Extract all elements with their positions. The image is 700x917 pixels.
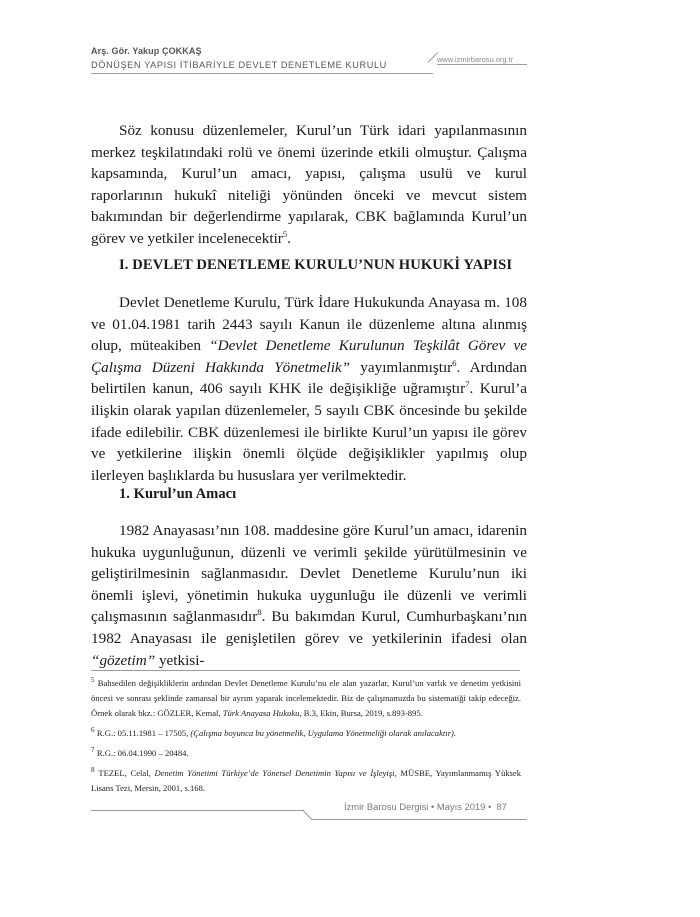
footnote-8 xyxy=(91,766,521,796)
footnote-6 xyxy=(91,726,521,741)
p3-text-a: 1982 Anayasası’nın 108. maddesine göre Kurul’un amacı, idarenin hukuka uygunluğunun, düzenli ve verimli şekilde yürütülmesinin ve geliştirilmesinin sağlanmasıdır. Devlet Denetleme Kurulu’nun iki önemli işlevi, yönetimin hukuka uygunluğu ile düzenli ve verimli çalışmasının sağlanmasıdır xyxy=(91,522,527,626)
footnote-ref-5: 5 xyxy=(282,228,288,239)
footnote-7-number: 7 xyxy=(91,745,95,754)
footer-journal: İzmir Barosu Dergisi • Mayıs 2019 • xyxy=(344,801,492,812)
footnote-7 xyxy=(91,746,521,761)
p2-text-b: yayımlanmıştır xyxy=(350,358,453,376)
p3-quote: “gözetim” xyxy=(91,651,156,669)
footnote-5-number: 5 xyxy=(91,675,95,684)
p3-text-b: . Bu bakımdan Kurul, Cumhurbaşkanı’nın 1982 Anayasası ile genişletilen görev ve yetkilerinin ifadesi olan xyxy=(91,608,528,647)
p3-text-c: yetkisi- xyxy=(155,651,205,669)
footer-text xyxy=(344,801,507,812)
footnote-6-note: (Çalışma boyunca bu yönetmelik, Uygulama Yönetmeliği olarak anılacaktır). xyxy=(190,728,457,738)
paragraph-intro-text: Söz konusu düzenlemeler, Kurul’un Türk idari yapılanmasının merkez teşkilatındaki rolü ve önemi üzerinde etkili olmuştur. Çalışma kapsamında, Kurul’un amacı, yapısı, çalışma usulü ve kurul raporlarının hukukî niteliği yönünden önceki ve mevcut sistem bakımından bir değerlendirme yapılarak, CBK bağlamında Kurul’un görev ve yetkiler incelenecektir xyxy=(91,122,527,247)
subsection-heading: 1. Kurul’un Amacı xyxy=(119,486,237,502)
footer-rule-right xyxy=(312,819,527,820)
footer-rule-slant xyxy=(303,810,313,820)
footnote-6-text: R.G.: 05.11.1981 – 17505, xyxy=(96,728,191,738)
footnote-5 xyxy=(91,676,521,721)
p2-text-a: Devlet Denetleme Kurulu, Türk İdare Hukukunda Anayasa m. 108 ve 01.04.1981 tarih 2443 sayılı Kanun ile düzenleme altına alınmış olup, müteakiben xyxy=(91,294,527,355)
p2-text-d: . Kurul’a ilişkin olarak yapılan düzenlemeler, 5 sayılı CBK öncesinde bu şekilde ifade edilebilir. CBK düzenlemesi ile birlikte Kurul’un yapısı ile görev ve yetkilerine ilişkin önemli ölçüde değişiklikler yapılmış olup ilerleyen başlıklarda bu hususlara yer verilmektedir. xyxy=(91,380,527,484)
header-rule-right xyxy=(437,64,527,65)
header-title: DÖNÜŞEN YAPISI İTİBARİYLE DEVLET DENETLEME KURULU xyxy=(91,60,387,70)
header-rule xyxy=(91,73,433,74)
footnote-ref-8: 8 xyxy=(257,607,262,618)
footnote-7-text: R.G.: 06.04.1990 – 20484. xyxy=(96,748,189,758)
footnote-ref-7: 7 xyxy=(465,379,470,390)
paragraph-section-1 xyxy=(91,292,527,486)
footnotes xyxy=(91,676,521,801)
paragraph-purpose xyxy=(91,520,527,671)
header-author: Arş. Gör. Yakup ÇOKKAŞ xyxy=(91,46,202,56)
footnote-5-title: Türk Anayasa Hukuku xyxy=(222,708,300,718)
footnote-8-text-b: , MÜSBE, Yayımlanmamış Yüksek Lisans Tezi, Mersin, 2001, s.168. xyxy=(91,768,522,793)
footnote-8-number: 8 xyxy=(91,765,95,774)
footer-rule-left xyxy=(91,810,304,811)
footnote-8-title: Denetim Yönetimi Türkiye’de Yönetsel Denetimin Yapısı ve İşleyişi xyxy=(154,768,395,778)
footnote-separator xyxy=(91,670,520,671)
paragraph-intro: Söz konusu düzenlemeler, Kurul’un Türk idari yapılanmasının merkez teşkilatındaki rolü ve önemi üzerinde etkili olmuştur. Çalışma kapsamında, Kurul’un amacı, yapısı, çalışma usulü ve kurul raporlarının hukukî niteliği yönünden önceki ve mevcut sistem bakımından bir değerlendirme yapılarak, CBK bağlamında Kurul’un görev ve yetkiler incelenecektir$^5$. xyxy=(91,122,527,247)
footnote-6-number: 6 xyxy=(91,725,95,734)
p2-regulation-title: “Devlet Denetleme Kurulunun Teşkilât Görev ve Çalışma Düzeni Hakkında Yönetmelik” xyxy=(91,337,527,376)
footnote-5-text-b: , B.3, Ekin, Bursa, 2019, s.893-895. xyxy=(299,708,423,718)
p2-text-c: . Ardından belirtilen kanun, 406 sayılı KHK ile değişikliğe uğramıştır xyxy=(91,358,527,398)
footnote-5-text: Bahsedilen değişikliklerin ardından Devlet Denetleme Kurulu’nu ele alan yazarlar, Kurul’un varlık ve denetim yetkisini öncesi ve sonrası şeklinde zamansal bir ayrım yaparak incelemektedir. Biz de çalışmamızda bu sistematiği takip edeceğiz. Örnek olarak bkz.: GÖZLER, Kemal, xyxy=(91,678,521,718)
page-number: 87 xyxy=(496,801,507,812)
section-heading: I. DEVLET DENETLEME KURULU’NUN HUKUKİ YAPISI xyxy=(119,257,513,273)
footnote-ref-6: 6 xyxy=(452,357,457,368)
footnote-8-text: TEZEL, Celal, xyxy=(98,768,155,778)
header-url: www.izmirbarosu.org.tr xyxy=(437,55,514,64)
